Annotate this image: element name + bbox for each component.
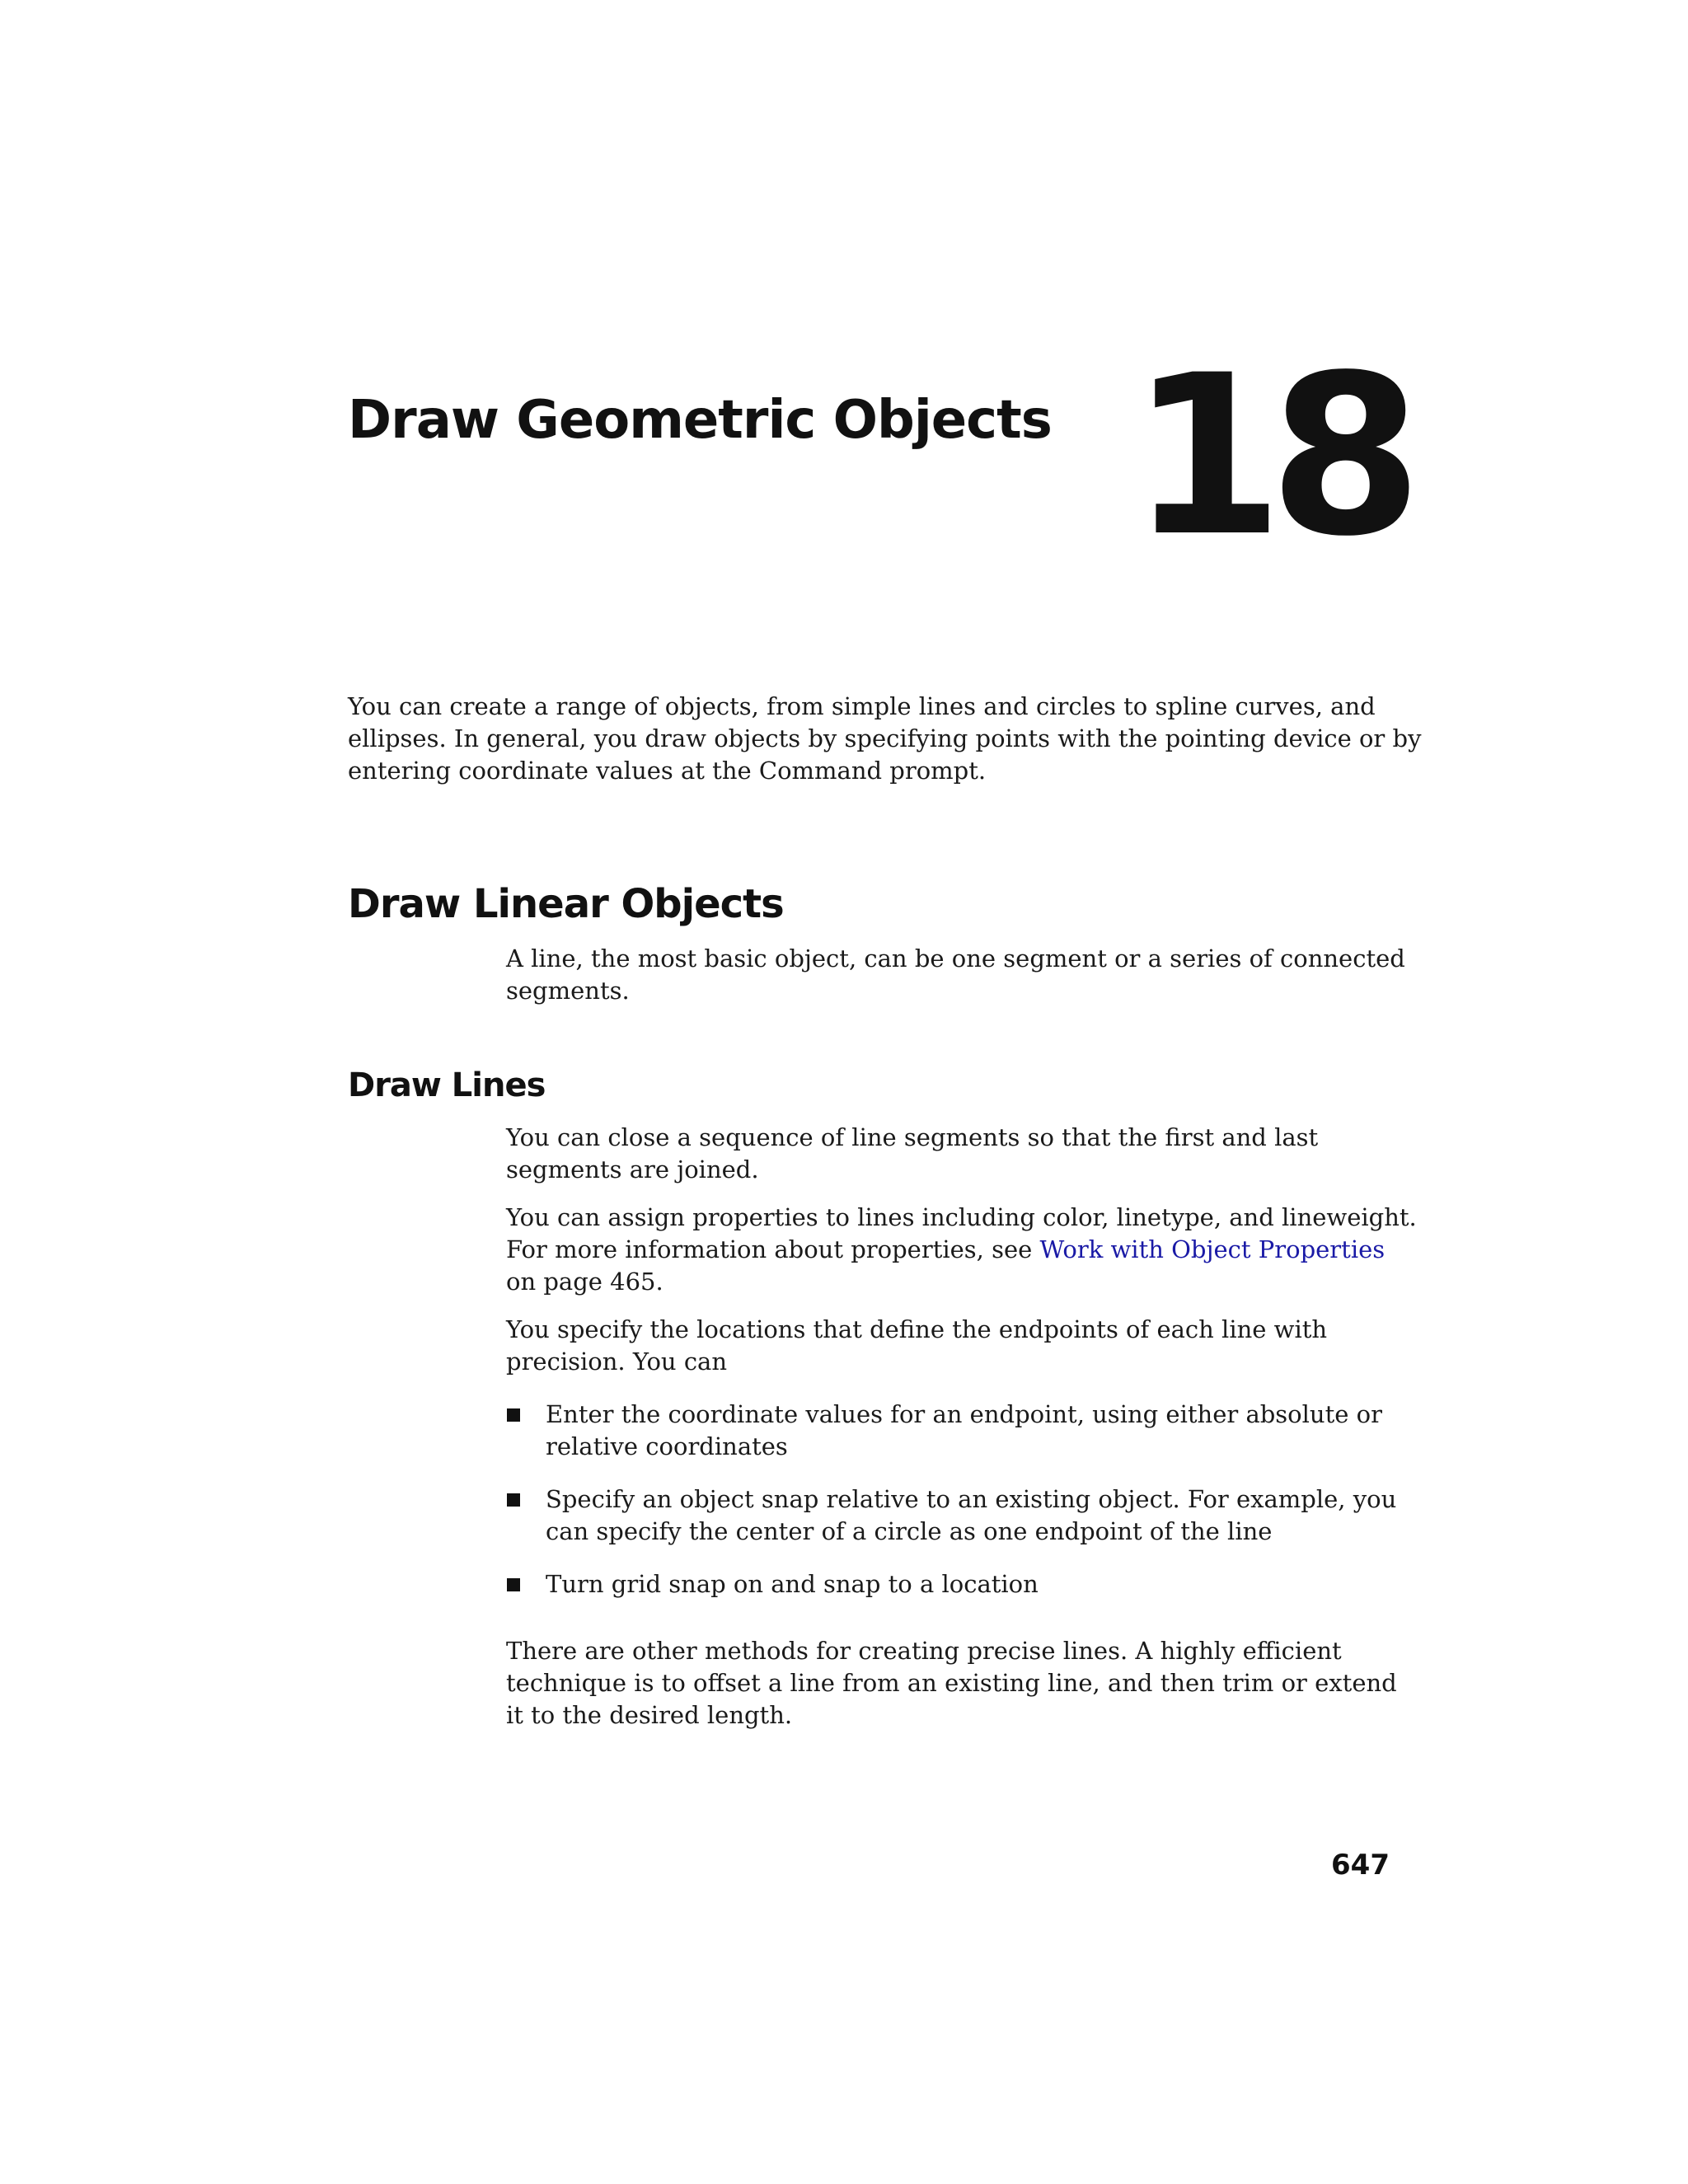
paragraph-assign-properties [506,1202,1421,1298]
section-paragraph-linear: A line, the most basic object, can be one segment or a series of connected segments. [506,944,1405,1005]
paragraph-specify-endpoints: You specify the locations that define the endpoints of each line with precision. You can [506,1315,1328,1376]
list-item-text: Turn grid snap on and snap to a location [546,1570,1039,1598]
object-properties-link[interactable]: Work with Object Properties [1039,1235,1386,1263]
chapter-title: Draw Geometric Objects [348,390,1052,451]
list-item-text: Specify an object snap relative to an existing object. For example, you can specify the center of a circle as one endpoint of the line [546,1485,1397,1545]
paragraph-close-segments: You can close a sequence of line segments so that the first and last segments are joined. [506,1123,1319,1183]
square-bullet-icon [507,1408,520,1422]
page-number: 647 [1331,1849,1390,1882]
list-item-text: Enter the coordinate values for an endpoint, using either absolute or relative coordinates [546,1400,1382,1460]
section-heading-draw-lines: Draw Lines [348,1066,546,1104]
square-bullet-icon [507,1493,520,1507]
list-item [506,1399,1421,1463]
methods-bullet-list [506,1399,1421,1621]
list-item [506,1568,1421,1601]
paragraph-assign-text-after: on page 465. [506,1268,663,1296]
list-item [506,1483,1421,1548]
paragraph-other-methods: There are other methods for creating precise lines. A highly efficient technique is to offset a line from an existing line, and then trim or extend it to the desired length. [506,1637,1397,1729]
section-heading-draw-linear-objects: Draw Linear Objects [348,881,784,927]
square-bullet-icon [507,1578,520,1591]
paragraph-assign-text-before: You can assign properties to lines including color, linetype, and lineweight. For more information about properties, see [506,1203,1417,1263]
chapter-number: 18 [1130,328,1408,585]
chapter-intro: You can create a range of objects, from simple lines and circles to spline curves, and ellipses. In general, you draw objects by specifying points with the pointing device or by entering coordinate values at the Command prompt. [348,692,1422,785]
